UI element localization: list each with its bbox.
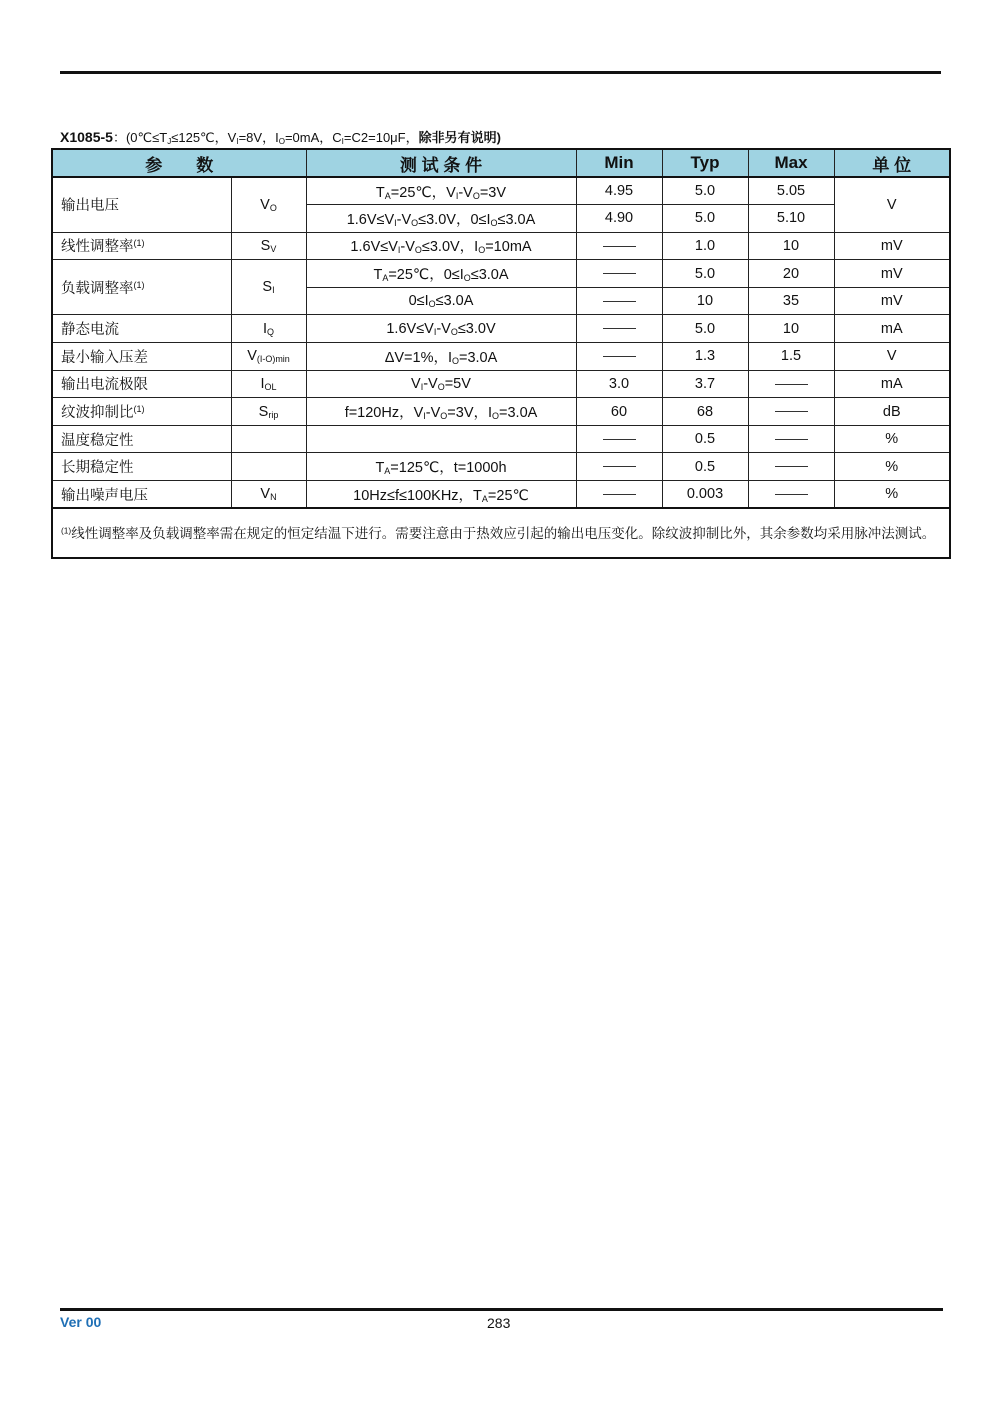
symbol: $S_V$ <box>231 232 306 260</box>
max-value: 20 <box>748 260 834 288</box>
table-heading <box>60 127 501 146</box>
page-number: 283 <box>487 1315 511 1331</box>
unit: mV <box>834 260 950 288</box>
typ-value: 5.0 <box>662 205 748 233</box>
min-value <box>576 260 662 288</box>
max-value <box>748 398 834 426</box>
table-row <box>52 260 950 288</box>
typ-value: 5.0 <box>662 260 748 288</box>
conditions-text: ：($0℃\le T_J\le 125℃$，$V_I=8V$，$I_O=0mA$，$C_I=C2=10\mu F$， <box>112 130 419 146</box>
min-value <box>576 343 662 371</box>
max-value: 10 <box>748 232 834 260</box>
dash-mark <box>775 411 808 412</box>
table-row <box>52 232 950 260</box>
table-header-row <box>52 149 950 177</box>
symbol: $V_O$ <box>231 177 306 232</box>
test-condition: $0\le I_O\le 3.0A$ <box>306 287 576 315</box>
header-max: Max <box>748 149 834 177</box>
unit: % <box>834 481 950 509</box>
test-condition: $T_A=25℃$，$0\le I_O\le 3.0A$ <box>306 260 576 288</box>
header-parameter: 参 数 <box>52 149 306 177</box>
typ-value: 1.0 <box>662 232 748 260</box>
param-name: 最小输入压差 <box>52 343 231 371</box>
max-value <box>748 425 834 453</box>
max-value: 5.10 <box>748 205 834 233</box>
typ-value: 0.003 <box>662 481 748 509</box>
min-value: 4.90 <box>576 205 662 233</box>
param-name: 纹波抑制比$^{(1)}$ <box>52 398 231 426</box>
min-value <box>576 287 662 315</box>
max-value <box>748 481 834 509</box>
table-row <box>52 177 950 205</box>
min-value: 4.95 <box>576 177 662 205</box>
header-unit: 单 位 <box>834 149 950 177</box>
table-row <box>52 343 950 371</box>
test-condition: 10Hz≤f≤100KHz，$T_A=25℃$ <box>306 481 576 509</box>
test-condition: $V_I-V_O=5V$ <box>306 370 576 398</box>
symbol: $S_{rip}$ <box>231 398 306 426</box>
max-value: 35 <box>748 287 834 315</box>
dash-mark <box>775 439 808 440</box>
param-name: 输出电压 <box>52 177 231 232</box>
max-value <box>748 370 834 398</box>
top-rule <box>60 71 941 74</box>
min-value <box>576 315 662 343</box>
symbol <box>231 425 306 453</box>
param-name: 输出电流极限 <box>52 370 231 398</box>
table-row <box>52 315 950 343</box>
symbol: $V_N$ <box>231 481 306 509</box>
param-name: 温度稳定性 <box>52 425 231 453</box>
max-value: 10 <box>748 315 834 343</box>
unit: mA <box>834 370 950 398</box>
bottom-rule <box>60 1308 943 1311</box>
unit: mA <box>834 315 950 343</box>
table-row <box>52 370 950 398</box>
dash-mark <box>603 494 636 495</box>
typ-value: 0.5 <box>662 453 748 481</box>
version-label: Ver 00 <box>60 1314 102 1330</box>
test-condition: $1.6V\le V_I-V_O\le 3.0V$，$0\le I_O\le 3.0A$ <box>306 205 576 233</box>
unit: mV <box>834 232 950 260</box>
table-row <box>52 453 950 481</box>
header-min: Min <box>576 149 662 177</box>
typ-value: 0.5 <box>662 425 748 453</box>
table-row <box>52 425 950 453</box>
table-row <box>52 481 950 509</box>
param-name: 负载调整率$^{(1)}$ <box>52 260 231 315</box>
min-value: 60 <box>576 398 662 426</box>
typ-value: 68 <box>662 398 748 426</box>
dash-mark <box>603 301 636 302</box>
param-name: 输出噪声电压 <box>52 481 231 509</box>
unit: V <box>834 343 950 371</box>
min-value <box>576 425 662 453</box>
footnote-row <box>52 508 950 558</box>
test-condition <box>306 425 576 453</box>
header-conditions: 测 试 条 件 <box>306 149 576 177</box>
dash-mark <box>603 246 636 247</box>
test-condition: $1.6V\le V_I-V_O\le 3.0V$ <box>306 315 576 343</box>
part-number: X1085-5 <box>60 129 113 145</box>
min-value: 3.0 <box>576 370 662 398</box>
dash-mark <box>775 384 808 385</box>
conditions-note: 除非另有说明) <box>418 130 501 145</box>
typ-value: 5.0 <box>662 177 748 205</box>
test-condition: f=120Hz，$V_I-V_O=3V$，$I_O=3.0A$ <box>306 398 576 426</box>
test-condition: ΔV=1%，$I_O=3.0A$ <box>306 343 576 371</box>
param-name: 长期稳定性 <box>52 453 231 481</box>
min-value <box>576 232 662 260</box>
test-condition: $1.6V\le V_I-V_O\le 3.0V$，$I_O=10mA$ <box>306 232 576 260</box>
table-row <box>52 398 950 426</box>
dash-mark <box>603 439 636 440</box>
symbol: $I_Q$ <box>231 315 306 343</box>
max-value: 5.05 <box>748 177 834 205</box>
unit: % <box>834 453 950 481</box>
unit: dB <box>834 398 950 426</box>
param-name: 线性调整率$^{(1)}$ <box>52 232 231 260</box>
max-value <box>748 453 834 481</box>
dash-mark <box>603 466 636 467</box>
symbol: $I_{OL}$ <box>231 370 306 398</box>
dash-mark <box>603 356 636 357</box>
typ-value: 1.3 <box>662 343 748 371</box>
header-typ: Typ <box>662 149 748 177</box>
min-value <box>576 481 662 509</box>
max-value: 1.5 <box>748 343 834 371</box>
unit: mV <box>834 287 950 315</box>
typ-value: 5.0 <box>662 315 748 343</box>
param-name: 静态电流 <box>52 315 231 343</box>
dash-mark <box>775 466 808 467</box>
test-condition: $T_A=125℃$，t=1000h <box>306 453 576 481</box>
typ-value: 3.7 <box>662 370 748 398</box>
dash-mark <box>603 273 636 274</box>
symbol: $S_I$ <box>231 260 306 315</box>
dash-mark <box>603 328 636 329</box>
unit: % <box>834 425 950 453</box>
footnote: $^{(1)}$线性调整率及负载调整率需在规定的恒定结温下进行。需要注意由于热效应引起的输出电压变化。除纹波抑制比外，其余参数均采用脉冲法测试。 <box>52 508 950 558</box>
unit: V <box>834 177 950 232</box>
electrical-characteristics-table <box>51 148 951 559</box>
dash-mark <box>775 494 808 495</box>
test-condition: $T_A=25℃$，$V_I-V_O=3V$ <box>306 177 576 205</box>
typ-value: 10 <box>662 287 748 315</box>
symbol <box>231 453 306 481</box>
symbol: $V_{(I-O)min}$ <box>231 343 306 371</box>
min-value <box>576 453 662 481</box>
